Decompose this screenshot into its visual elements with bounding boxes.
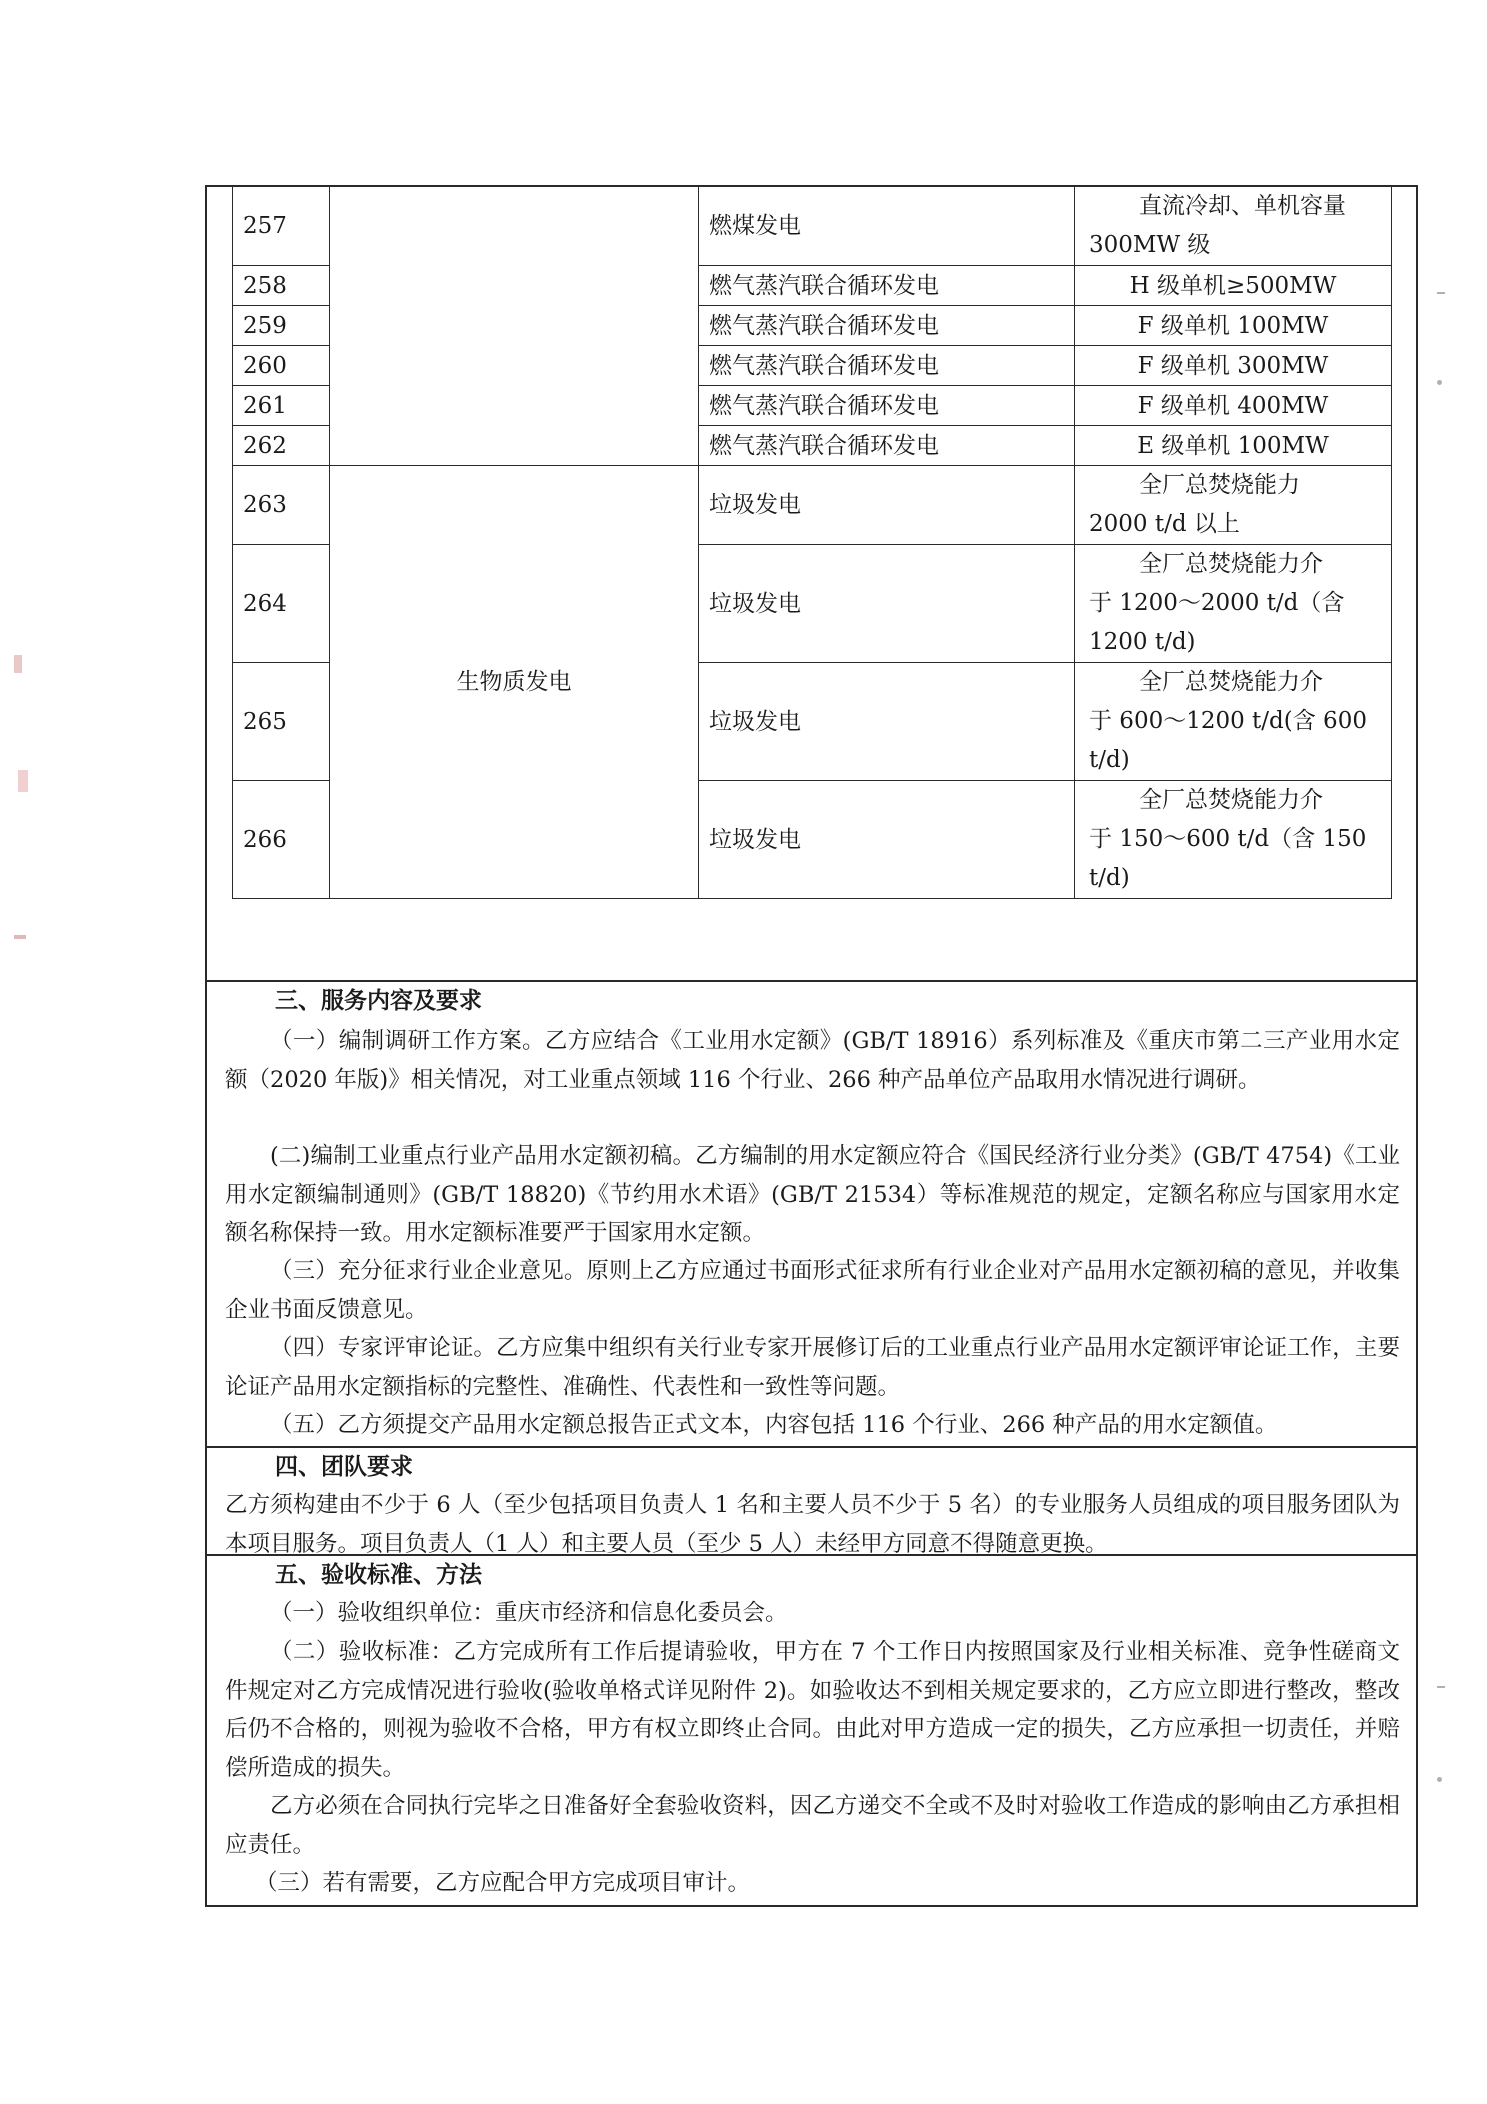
row-number: 265 — [233, 663, 330, 781]
paragraph: （五）乙方须提交产品用水定额总报告正式文本，内容包括 116 个行业、266 种产品的用水定额值。 — [270, 1412, 1278, 1438]
paragraph: （一）验收组织单位：重庆市经济和信息化委员会。 — [270, 1600, 788, 1626]
paragraph: （二）验收标准：乙方完成所有工作后提请验收，甲方在 7 个工作日内按照国家及行业相关标准、竞争性磋商文件规定对乙方完成情况进行验收(验收单格式详见附件 2)。如验收达不到相关规定要求的，乙方应立即进行整改，整改后仍不合格的，则视为验收不合格，甲方有权立即终止合同。由此对甲方造成一定的损失，乙方应承担一切责任，并赔偿所造成的损失。 — [225, 1639, 1400, 1781]
paragraph: （三）充分征求行业企业意见。原则上乙方应通过书面形式征求所有行业企业对产品用水定额初稿的意见，并收集企业书面反馈意见。 — [225, 1258, 1400, 1323]
table-row — [233, 466, 1392, 545]
spec-cell — [1075, 781, 1392, 899]
spec-line: 1200 t/d) — [1089, 629, 1196, 655]
spec-line: 300MW 级 — [1089, 231, 1211, 258]
spec-cell: F 级单机 100MW — [1075, 306, 1392, 346]
row-number: 257 — [233, 186, 330, 266]
water-quota-table — [232, 185, 1392, 899]
product-name: 燃煤发电 — [699, 186, 1075, 266]
scan-mark — [1437, 1777, 1442, 1782]
spec-line: t/d) — [1089, 747, 1130, 773]
row-number: 258 — [233, 266, 330, 306]
paragraph: 乙方须构建由不少于 6 人（至少包括项目负责人 1 名和主要人员不少于 5 名）的专业服务人员组成的项目服务团队为本项目服务。项目负责人（1 人）和主要人员（至少 5 人）未经甲方同意不得随意更换。 — [225, 1492, 1400, 1557]
section-service-content — [205, 982, 1418, 1444]
section-title: 四、团队要求 — [275, 1454, 413, 1480]
scan-mark — [1437, 292, 1445, 294]
spec-cell: F 级单机 300MW — [1075, 346, 1392, 386]
spec-cell: H 级单机≥500MW — [1075, 266, 1392, 306]
spec-cell — [1075, 466, 1392, 545]
table-row — [233, 186, 1392, 266]
scan-mark — [1437, 1686, 1445, 1688]
product-name: 垃圾发电 — [699, 663, 1075, 781]
row-number: 266 — [233, 781, 330, 899]
section-title: 三、服务内容及要求 — [275, 988, 482, 1014]
product-name: 垃圾发电 — [699, 545, 1075, 663]
spec-line: 于 600～1200 t/d(含 600 — [1089, 708, 1367, 734]
spec-line: 全厂总焚烧能力介 — [1139, 787, 1323, 813]
spec-cell — [1075, 186, 1392, 266]
paragraph: (二)编制工业重点行业产品用水定额初稿。乙方编制的用水定额应符合《国民经济行业分类》(GB/T 4754)《工业用水定额编制通则》(GB/T 18820)《节约用水术语》(GB/T 21534）等标准规范的规定，定额名称应与国家用水定额名称保持一致。用水定额标准要严于国家用水定额。 — [225, 1143, 1400, 1246]
spec-line: 2000 t/d 以上 — [1089, 511, 1240, 537]
product-name: 垃圾发电 — [699, 466, 1075, 545]
row-number: 259 — [233, 306, 330, 346]
spec-cell: F 级单机 400MW — [1075, 386, 1392, 426]
paragraph: 乙方必须在合同执行完毕之日准备好全套验收资料，因乙方递交不全或不及时对验收工作造成的影响由乙方承担相应责任。 — [225, 1793, 1400, 1858]
spec-line: 于 1200～2000 t/d（含 — [1089, 590, 1345, 616]
scan-mark — [1437, 380, 1442, 385]
row-number: 263 — [233, 466, 330, 545]
paragraph: （四）专家评审论证。乙方应集中组织有关行业专家开展修订后的工业重点行业产品用水定额评审论证工作，主要论证产品用水定额指标的完整性、准确性、代表性和一致性等问题。 — [225, 1335, 1400, 1400]
category-cell: 生物质发电 — [330, 466, 699, 899]
category-cell — [330, 186, 699, 466]
spec-line: 于 150～600 t/d（含 150 — [1089, 826, 1367, 852]
spec-cell — [1075, 663, 1392, 781]
section-team-requirements — [205, 1448, 1418, 1557]
section-title: 五、验收标准、方法 — [275, 1562, 482, 1588]
scan-mark — [14, 935, 26, 939]
spec-line: t/d) — [1089, 865, 1130, 891]
product-name: 垃圾发电 — [699, 781, 1075, 899]
spec-cell — [1075, 545, 1392, 663]
product-name: 燃气蒸汽联合循环发电 — [699, 306, 1075, 346]
product-name: 燃气蒸汽联合循环发电 — [699, 426, 1075, 466]
paragraph: （一）编制调研工作方案。乙方应结合《工业用水定额》(GB/T 18916）系列标准及《重庆市第二三产业用水定额（2020 年版)》相关情况，对工业重点领域 116 个行业、266 种产品单位产品取用水情况进行调研。 — [225, 1028, 1400, 1093]
product-name: 燃气蒸汽联合循环发电 — [699, 346, 1075, 386]
row-number: 261 — [233, 386, 330, 426]
section-acceptance — [205, 1556, 1418, 1896]
scan-mark — [18, 770, 28, 792]
scan-mark — [14, 655, 22, 673]
spec-line: 全厂总焚烧能力介 — [1139, 551, 1323, 577]
row-number: 260 — [233, 346, 330, 386]
paragraph: （三）若有需要，乙方应配合甲方完成项目审计。 — [255, 1870, 751, 1896]
spec-line: 全厂总焚烧能力介 — [1139, 669, 1323, 695]
product-name: 燃气蒸汽联合循环发电 — [699, 266, 1075, 306]
spec-cell: E 级单机 100MW — [1075, 426, 1392, 466]
product-name: 燃气蒸汽联合循环发电 — [699, 386, 1075, 426]
row-number: 262 — [233, 426, 330, 466]
spec-line: 全厂总焚烧能力 — [1139, 472, 1300, 498]
spec-line: 直流冷却、单机容量 — [1139, 192, 1346, 219]
row-number: 264 — [233, 545, 330, 663]
